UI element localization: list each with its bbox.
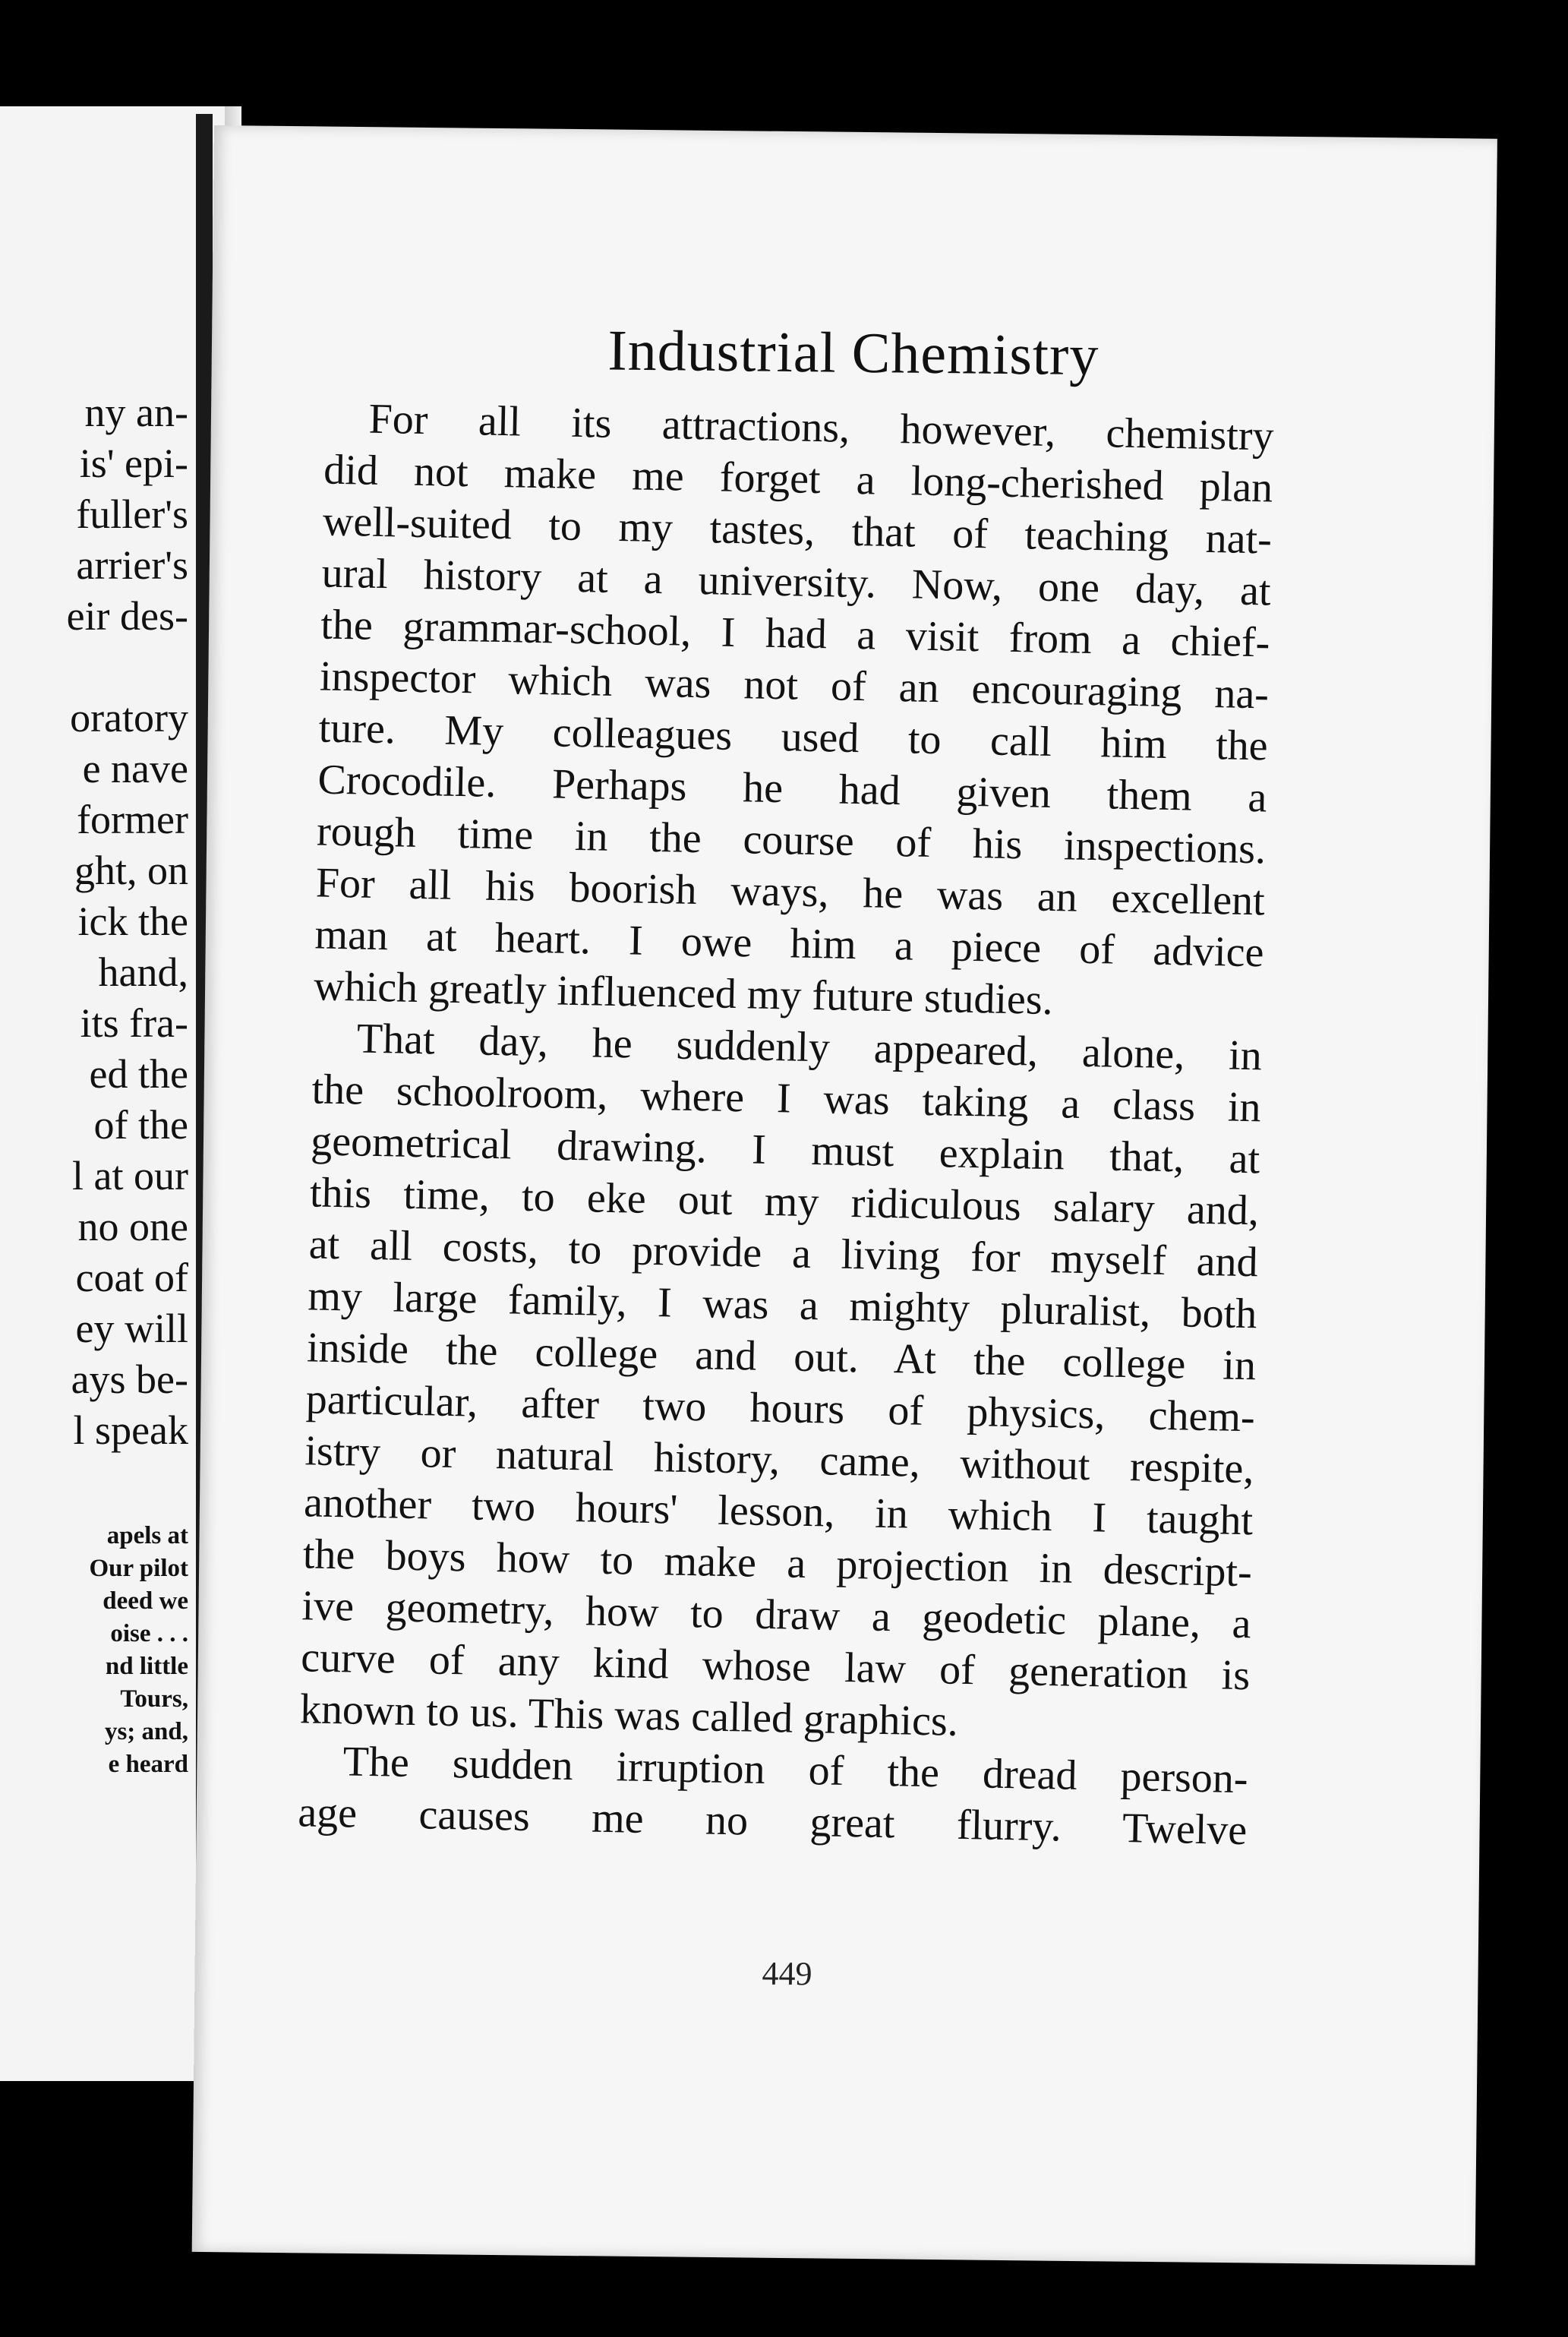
text-line: For all its attractions, however, chemistry [368, 395, 1275, 460]
previous-page-footnote-line: Tours, [120, 1685, 188, 1713]
previous-page-line: e nave [82, 746, 188, 791]
text-line: this time, to eke out my ridiculous salary and, [309, 1169, 1260, 1235]
text-line: ture. My colleagues used to call him the [318, 704, 1269, 770]
text-line: istry or natural history, came, without respite, [304, 1427, 1254, 1493]
previous-page-footnote-line: oise . . . [110, 1620, 188, 1647]
previous-page-line: arrier's [76, 542, 188, 588]
text-line: The sudden irruption of the dread person- [342, 1738, 1249, 1803]
previous-page-line: former [77, 797, 188, 842]
previous-page-footnote-line: apels at [106, 1522, 188, 1549]
text-line: That day, he suddenly appeared, alone, in [356, 1015, 1263, 1080]
previous-page-line: its fra- [80, 1000, 188, 1046]
text-line: the boys how to make a projection in descript- [302, 1530, 1253, 1596]
text-line: known to us. This was called graphics. [299, 1685, 959, 1745]
text-line: rough time in the course of his inspections. [316, 807, 1267, 873]
text-line: inspector which was not of an encouraging na- [319, 652, 1270, 718]
previous-page-line: coat of [75, 1255, 188, 1300]
text-line: ive geometry, how to draw a geodetic plane, a [301, 1582, 1252, 1648]
text-line: the grammar-school, I had a visit from a chief- [320, 601, 1270, 667]
page-number: 449 [762, 1954, 812, 1993]
text-line: which greatly influenced my future studies. [313, 962, 1054, 1025]
dust-speck [1361, 92, 1368, 99]
previous-page-footnote-line: e heard [108, 1751, 188, 1778]
text-line: curve of any kind whose law of generation is [300, 1634, 1251, 1700]
previous-page-footnote-line: deed we [103, 1587, 188, 1615]
previous-page-line: fuller's [76, 491, 188, 537]
text-line: at all costs, to provide a living for myself and [308, 1221, 1259, 1287]
previous-page-line: l speak [73, 1407, 188, 1453]
text-line: another two hours' lesson, in which I taught [303, 1479, 1254, 1545]
previous-page-footnote-line: Our pilot [89, 1555, 188, 1582]
text-line: well-suited to my tastes, that of teaching nat- [322, 497, 1273, 564]
text-line: man at heart. I owe him a piece of advice [314, 911, 1264, 977]
running-header-title: Industrial Chemistry [607, 318, 1099, 388]
previous-page-line: hand, [98, 949, 188, 995]
previous-page-footnote-line: ys; and, [104, 1718, 188, 1745]
book-page [192, 125, 1497, 2266]
previous-page-line: l at our [72, 1153, 188, 1199]
text-line: geometrical drawing. I must explain that, at [310, 1117, 1260, 1183]
previous-page-line: no one [77, 1204, 188, 1249]
previous-page-line: is' epi- [79, 441, 188, 486]
previous-page-line: ick the [77, 898, 188, 944]
text-line: particular, after two hours of physics, chem- [305, 1375, 1256, 1442]
previous-page-line: ght, on [74, 848, 188, 893]
previous-page-footnote-line: nd little [105, 1653, 188, 1680]
text-line: did not make me forget a long-cherished plan [323, 446, 1273, 512]
text-line: inside the college and out. At the college in [306, 1324, 1257, 1390]
previous-page-line: of the [93, 1102, 188, 1148]
previous-page-line: ny an- [84, 390, 188, 435]
text-line: Crocodile. Perhaps he had given them a [317, 756, 1267, 822]
previous-page-line: ed the [89, 1051, 188, 1097]
text-line: age causes me no great flurry. Twelve [297, 1789, 1248, 1855]
previous-page-line: eir des- [66, 593, 188, 639]
previous-page-line: ays be- [71, 1356, 188, 1402]
text-line: For all his boorish ways, he was an excellent [315, 859, 1266, 925]
previous-page-line: ey will [75, 1306, 188, 1351]
page-body-text [298, 393, 1274, 1857]
previous-page-line: oratory [70, 695, 188, 741]
text-line: the schoolroom, where I was taking a class in [311, 1066, 1262, 1132]
text-line: ural history at a university. Now, one day, at [321, 549, 1272, 615]
text-line: my large family, I was a mighty pluralist, both [307, 1272, 1257, 1338]
